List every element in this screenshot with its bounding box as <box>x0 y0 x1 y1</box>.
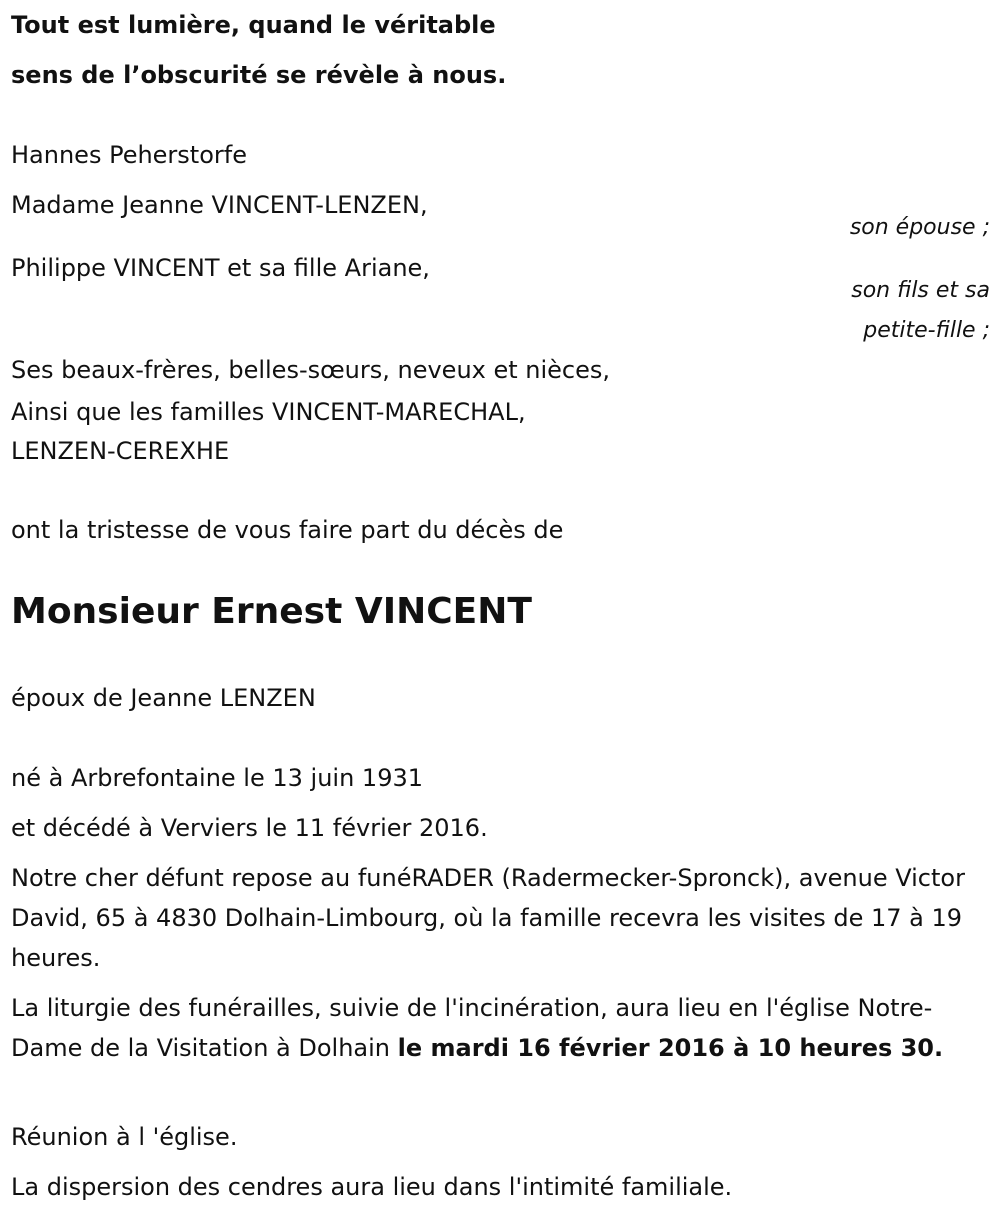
spouse-name: Madame Jeanne VINCENT-LENZEN, <box>11 191 428 219</box>
son-name: Philippe VINCENT et sa fille Ariane, <box>11 254 430 282</box>
liturgy-paragraph <box>11 988 991 1068</box>
others-line-1: Ses beaux-frères, belles-sœurs, neveux et nièces, <box>11 356 611 384</box>
death-info: et décédé à Verviers le 11 février 2016. <box>11 814 488 842</box>
meeting-info: Réunion à l 'église. <box>11 1123 238 1151</box>
announcement: ont la tristesse de vous faire part du décès de <box>11 516 564 544</box>
rest-paragraph: Notre cher défunt repose au funéRADER (Radermecker-Spronck), avenue Victor David, 65 à 4830 Dolhain-Limbourg, où la famille recevra les visites de 17 à 19 heures. <box>11 864 965 972</box>
deceased-name: Monsieur Ernest VINCENT <box>11 591 532 632</box>
others-line-2: Ainsi que les familles VINCENT-MARECHAL, <box>11 398 526 426</box>
family-first: Hannes Peherstorfe <box>11 141 247 169</box>
liturgy-intro: La liturgie des funérailles, suivie de l'incinération, aura lieu en l'église Notre-Dame de la Visitation à Dolhain <box>11 994 933 1062</box>
quote-line-2: sens de l’obscurité se révèle à nous. <box>11 61 507 89</box>
quote-line-1: Tout est lumière, quand le véritable <box>11 11 496 39</box>
spouse-of: époux de Jeanne LENZEN <box>11 684 316 712</box>
son-role-line-2: petite-fille ; <box>863 318 990 343</box>
others-line-3: LENZEN-CEREXHE <box>11 437 230 465</box>
liturgy-date: le mardi 16 février 2016 à 10 heures 30. <box>397 1034 944 1062</box>
birth-info: né à Arbrefontaine le 13 juin 1931 <box>11 764 423 792</box>
ashes-info: La dispersion des cendres aura lieu dans l'intimité familiale. <box>11 1173 733 1201</box>
spouse-role: son épouse ; <box>849 215 990 240</box>
son-role-line-1: son fils et sa <box>851 278 990 303</box>
